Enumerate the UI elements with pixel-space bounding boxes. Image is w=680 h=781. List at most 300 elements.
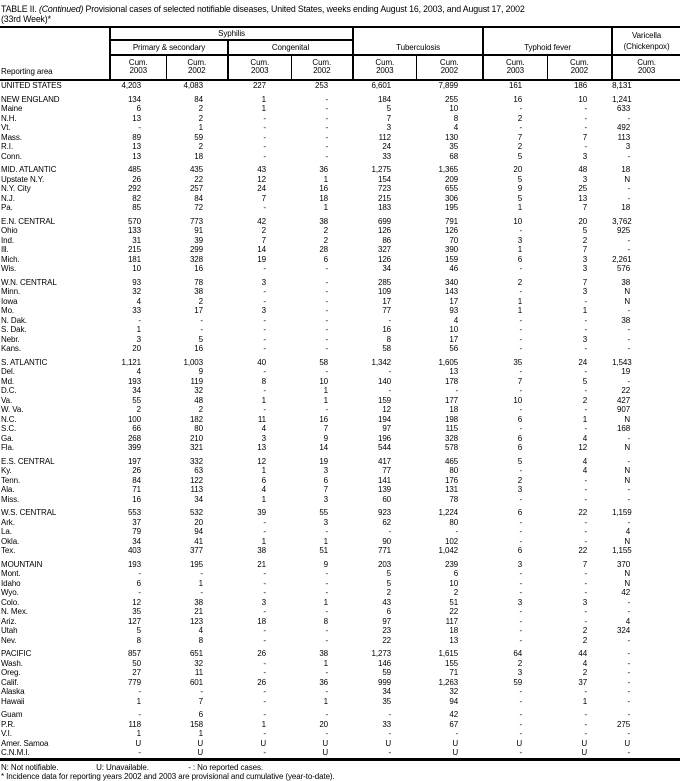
table-row — [0, 255, 680, 265]
value-cell: - — [325, 306, 329, 315]
table-row — [0, 626, 680, 636]
table-title-rest: Provisional cases of selected notifiable diseases, United States, weeks ending August 16, 2003, and August 17, 2002 — [83, 4, 525, 14]
value-cell: - — [325, 405, 329, 414]
value-cell: 146 — [377, 658, 392, 668]
value-cell: 3 — [517, 668, 523, 677]
value-cell: 1,615 — [438, 649, 459, 658]
value-cell: 1,365 — [438, 165, 459, 174]
value-cell: 42 — [257, 216, 266, 226]
value-cell: - — [519, 696, 523, 706]
reporting-area-cell: Wis. — [1, 264, 17, 273]
value-cell: - — [519, 719, 523, 729]
value-cell: 7 — [261, 235, 266, 245]
value-cell: - — [519, 104, 523, 113]
value-cell: - — [519, 334, 523, 344]
value-cell: - — [325, 315, 329, 325]
value-cell: 321 — [189, 443, 203, 452]
reporting-area-cell: D.C. — [1, 386, 17, 395]
value-cell: 5 — [517, 174, 523, 184]
value-cell: 12 — [257, 456, 266, 466]
footnote-unavailable: U: Unavailable. — [96, 762, 149, 772]
value-cell: 40 — [257, 357, 266, 367]
value-cell: 35 — [382, 696, 392, 706]
value-cell: 1 — [136, 696, 141, 706]
value-cell: 8 — [323, 616, 329, 626]
value-cell: 3 — [261, 433, 266, 443]
value-cell: 112 — [378, 132, 392, 142]
value-cell: - — [519, 325, 523, 334]
value-cell: 1 — [261, 466, 266, 475]
value-cell: 17 — [194, 306, 203, 315]
value-cell: - — [388, 386, 392, 395]
value-cell: - — [263, 527, 266, 536]
value-cell: - — [627, 687, 631, 696]
reporting-area-cell: Hawaii — [1, 696, 25, 706]
value-cell: 923 — [377, 508, 392, 517]
table-row — [0, 668, 680, 678]
value-cell: 58 — [382, 344, 392, 353]
value-cell: 39 — [257, 508, 266, 517]
reporting-area-cell: N.J. — [1, 193, 15, 203]
value-cell: 80 — [449, 517, 459, 527]
value-cell: - — [519, 466, 523, 475]
value-cell: 5 — [517, 193, 523, 203]
value-cell: 1,224 — [438, 508, 459, 517]
reporting-area-cell: Mont. — [1, 569, 21, 578]
value-cell: 48 — [194, 395, 203, 405]
value-cell: 32 — [194, 658, 203, 668]
value-cell: - — [455, 729, 459, 738]
value-cell: - — [263, 578, 266, 588]
value-cell: 4 — [625, 616, 631, 626]
table-body — [0, 80, 680, 759]
value-cell: 195 — [189, 559, 203, 569]
value-cell: 403 — [127, 546, 141, 555]
value-cell: 328 — [189, 254, 203, 264]
reporting-area-cell: Va. — [1, 395, 13, 405]
value-cell: - — [325, 264, 329, 273]
value-cell: 194 — [377, 414, 392, 424]
value-cell: 97 — [382, 616, 392, 626]
value-cell: 4 — [582, 433, 588, 443]
value-cell: - — [263, 264, 266, 273]
value-cell: 56 — [449, 344, 459, 353]
value-cell: 84 — [132, 475, 141, 485]
value-cell: 5 — [517, 151, 523, 161]
value-cell: 78 — [449, 494, 459, 504]
table-row — [0, 245, 680, 255]
value-cell: - — [627, 485, 631, 494]
value-cell: 13 — [449, 635, 459, 645]
value-cell: 26 — [132, 466, 141, 475]
reporting-area-cell: Okla. — [1, 536, 20, 546]
value-cell: - — [519, 588, 523, 597]
value-cell: 1 — [261, 395, 266, 405]
table-row — [0, 710, 680, 720]
value-cell: 9 — [198, 367, 203, 376]
reporting-area-cell: Wash. — [1, 658, 23, 668]
value-cell: 127 — [127, 616, 141, 626]
value-cell: 10 — [449, 578, 459, 588]
value-cell: - — [388, 367, 392, 376]
value-cell: - — [519, 517, 523, 527]
table-row — [0, 142, 680, 152]
value-cell: 1 — [261, 104, 266, 113]
value-cell: 19 — [319, 456, 329, 466]
value-cell: - — [519, 494, 523, 504]
value-cell: U — [452, 738, 459, 748]
value-cell: - — [627, 748, 631, 757]
value-cell: U — [197, 748, 203, 757]
value-cell: - — [519, 607, 523, 616]
value-cell: 16 — [132, 494, 141, 504]
value-cell: 9 — [517, 184, 523, 193]
value-cell: U — [516, 738, 523, 748]
value-cell: - — [200, 315, 203, 325]
value-cell: 122 — [189, 475, 203, 485]
value-cell: 1 — [323, 395, 329, 405]
value-cell: - — [584, 729, 588, 738]
value-cell: - — [519, 527, 523, 536]
value-cell: 427 — [617, 395, 631, 405]
value-cell: 94 — [194, 527, 203, 536]
table-row — [0, 720, 680, 730]
table-row — [0, 687, 680, 697]
table-title — [0, 0, 680, 24]
value-cell: 699 — [377, 216, 392, 226]
value-cell: 18 — [621, 203, 631, 212]
value-cell: - — [263, 123, 266, 132]
reporting-area-cell: Ark. — [1, 517, 15, 527]
value-cell: 7 — [386, 113, 392, 123]
table-row — [0, 377, 680, 387]
table-row — [0, 405, 680, 415]
region-total-row — [0, 95, 680, 105]
value-cell: 130 — [444, 132, 459, 142]
value-cell: 41 — [194, 536, 203, 546]
value-cell: 377 — [189, 546, 203, 555]
value-cell: 2 — [453, 588, 459, 597]
value-cell: 10 — [578, 94, 588, 104]
value-cell: 268 — [127, 433, 141, 443]
table-header — [0, 27, 680, 80]
value-cell: - — [584, 494, 588, 504]
table-row — [0, 194, 680, 204]
value-cell: - — [627, 710, 631, 719]
value-cell: 33 — [132, 306, 141, 315]
value-cell: - — [519, 264, 523, 273]
value-cell: 42 — [449, 710, 459, 719]
value-cell: - — [325, 94, 329, 104]
value-cell: - — [263, 142, 266, 151]
value-cell: 1 — [517, 296, 523, 306]
value-cell: - — [627, 306, 631, 315]
value-cell: 80 — [449, 466, 459, 475]
value-cell: 93 — [449, 306, 459, 315]
value-cell: 3 — [261, 277, 266, 287]
value-cell: 18 — [257, 616, 266, 626]
value-cell: 91 — [194, 226, 203, 235]
value-cell: 255 — [444, 94, 459, 104]
value-cell: 2 — [582, 668, 588, 677]
value-cell: - — [519, 710, 523, 719]
value-cell: 655 — [444, 184, 459, 193]
value-cell: 5 — [386, 578, 392, 588]
value-cell: - — [200, 687, 203, 696]
value-cell: U — [581, 738, 588, 748]
value-cell: - — [263, 113, 266, 123]
value-cell: 2 — [517, 142, 523, 151]
varicella-header-line2: (Chickenpox) — [623, 42, 670, 51]
value-cell: - — [325, 588, 329, 597]
value-cell: 72 — [194, 203, 203, 212]
value-cell: - — [388, 527, 392, 536]
value-cell: 1 — [517, 306, 523, 315]
value-cell: - — [138, 123, 141, 132]
table-row — [0, 415, 680, 425]
value-cell: - — [584, 367, 588, 376]
value-cell: 17 — [382, 296, 392, 306]
value-cell: 332 — [189, 456, 203, 466]
value-cell: 7 — [582, 559, 588, 569]
value-cell: - — [263, 588, 266, 597]
value-cell: 1 — [517, 203, 523, 212]
value-cell: 94 — [449, 696, 459, 706]
table-row — [0, 607, 680, 617]
footnotes — [0, 761, 680, 781]
value-cell: 5 — [136, 626, 141, 635]
value-cell: - — [584, 517, 588, 527]
value-cell: - — [584, 142, 588, 151]
value-cell: 1,263 — [438, 677, 459, 687]
value-cell: 4,203 — [121, 81, 141, 90]
value-cell: 13 — [578, 193, 588, 203]
value-cell: 7 — [582, 132, 588, 142]
value-cell: 43 — [382, 597, 392, 607]
value-cell: 1 — [323, 386, 329, 395]
value-cell: - — [627, 635, 631, 645]
value-cell: 2 — [198, 104, 203, 113]
value-cell: - — [519, 748, 523, 757]
value-cell: - — [584, 123, 588, 132]
value-cell: - — [519, 569, 523, 578]
value-cell: 20 — [319, 719, 329, 729]
value-cell: 7 — [323, 485, 329, 494]
value-cell: - — [627, 334, 631, 344]
value-cell: - — [263, 367, 266, 376]
value-cell: 3 — [261, 597, 266, 607]
value-cell: - — [325, 325, 329, 334]
value-cell: 28 — [319, 245, 329, 254]
value-cell: 17 — [449, 334, 459, 344]
value-cell: 32 — [194, 386, 203, 395]
cum-col-header: Cum. 2003 — [483, 55, 547, 80]
value-cell: - — [263, 626, 266, 635]
value-cell: - — [325, 142, 329, 151]
value-cell: 4 — [582, 466, 588, 475]
value-cell: - — [627, 668, 631, 677]
reporting-area-cell: Oreg. — [1, 668, 21, 677]
value-cell: 37 — [132, 517, 141, 527]
value-cell: N — [624, 475, 631, 485]
value-cell: N — [624, 536, 631, 546]
value-cell: - — [138, 687, 141, 696]
value-cell: 78 — [194, 277, 203, 287]
typhoid-group-header: Typhoid fever — [483, 27, 612, 55]
value-cell: 6 — [517, 254, 523, 264]
table-row — [0, 598, 680, 608]
table-row — [0, 184, 680, 194]
region-total-row — [0, 217, 680, 227]
value-cell: 2 — [517, 277, 523, 287]
value-cell: - — [325, 123, 329, 132]
value-cell: - — [138, 588, 141, 597]
table-row — [0, 466, 680, 476]
value-cell: 33 — [382, 151, 392, 161]
value-cell: 20 — [513, 165, 523, 174]
value-cell: 113 — [190, 485, 203, 494]
varicella-header-line1: Varicella — [631, 31, 662, 40]
value-cell: - — [325, 113, 329, 123]
value-cell: 3 — [582, 151, 588, 161]
value-cell: 38 — [194, 287, 203, 296]
value-cell: 22 — [382, 635, 392, 645]
value-cell: 16 — [382, 325, 392, 334]
reporting-area-cell: Calif. — [1, 677, 19, 687]
value-cell: 1,543 — [612, 357, 632, 367]
value-cell: 1 — [517, 245, 523, 254]
value-cell: 22 — [578, 508, 588, 517]
value-cell: - — [138, 748, 141, 757]
value-cell: 117 — [445, 616, 459, 626]
value-cell: 80 — [194, 424, 203, 433]
table-row — [0, 485, 680, 495]
value-cell: 215 — [127, 245, 141, 254]
value-cell: 58 — [319, 357, 329, 367]
reporting-area-cell: W.N. CENTRAL — [1, 277, 57, 287]
reporting-area-cell: Maine — [1, 104, 23, 113]
value-cell: 324 — [617, 626, 631, 635]
value-cell: 306 — [444, 193, 459, 203]
table-row — [0, 316, 680, 326]
reporting-area-cell: N. Dak. — [1, 315, 27, 325]
value-cell: 38 — [621, 315, 631, 325]
value-cell: 5 — [582, 376, 588, 386]
value-cell: 19 — [621, 367, 631, 376]
value-cell: 63 — [194, 466, 203, 475]
value-cell: 6 — [198, 710, 203, 719]
cum-col-header: Cum. 2003 — [353, 55, 416, 80]
reporting-area-cell: PACIFIC — [1, 649, 32, 658]
value-cell: - — [263, 287, 266, 296]
value-cell: 195 — [444, 203, 459, 212]
value-cell: 13 — [449, 367, 459, 376]
value-cell: U — [581, 748, 588, 757]
value-cell: - — [325, 729, 329, 738]
value-cell: - — [584, 569, 588, 578]
value-cell: - — [388, 315, 392, 325]
value-cell: - — [584, 536, 588, 546]
value-cell: - — [388, 748, 392, 757]
value-cell: - — [200, 588, 203, 597]
notifiable-diseases-table — [0, 26, 680, 761]
value-cell: 925 — [617, 226, 631, 235]
value-cell: 44 — [578, 649, 588, 658]
value-cell: - — [584, 113, 588, 123]
value-cell: 12 — [132, 597, 141, 607]
value-cell: 7 — [517, 132, 523, 142]
footnote-incidence: * Incidence data for reporting years 2002 and 2003 are provisional and cumulative (year-to-date). — [1, 771, 335, 781]
value-cell: 1,605 — [438, 357, 459, 367]
value-cell: 485 — [127, 165, 141, 174]
value-cell: - — [263, 151, 266, 161]
reporting-area-cell: Iowa — [1, 296, 18, 306]
table-row — [0, 678, 680, 688]
value-cell: 6 — [517, 508, 523, 517]
value-cell: 113 — [617, 132, 631, 142]
value-cell: 10 — [449, 104, 459, 113]
value-cell: - — [325, 578, 329, 588]
value-cell: - — [325, 626, 329, 635]
value-cell: 3 — [582, 174, 588, 184]
value-cell: 16 — [194, 264, 203, 273]
value-cell: 31 — [132, 235, 141, 245]
value-cell: 1 — [136, 325, 141, 334]
value-cell: 570 — [127, 216, 141, 226]
value-cell: 4 — [625, 527, 631, 536]
value-cell: - — [263, 569, 266, 578]
value-cell: 181 — [127, 254, 141, 264]
value-cell: 8 — [386, 334, 392, 344]
value-cell: 3 — [582, 264, 588, 273]
value-cell: - — [263, 386, 266, 395]
value-cell: 2 — [582, 626, 588, 635]
table-title-week: (33rd Week)* — [1, 14, 51, 24]
value-cell: 17 — [449, 296, 459, 306]
value-cell: - — [263, 607, 266, 616]
value-cell: 51 — [449, 597, 459, 607]
value-cell: 7 — [261, 193, 266, 203]
value-cell: 26 — [257, 677, 266, 687]
value-cell: 24 — [382, 142, 392, 151]
value-cell: 651 — [189, 649, 203, 658]
value-cell: 16 — [194, 344, 203, 353]
region-total-row — [0, 80, 680, 91]
value-cell: - — [325, 151, 329, 161]
value-cell: 2 — [517, 113, 523, 123]
reporting-area-cell: Nev. — [1, 635, 17, 645]
value-cell: 38 — [194, 597, 203, 607]
value-cell: 184 — [377, 94, 392, 104]
value-cell: N — [624, 174, 631, 184]
region-total-row — [0, 165, 680, 175]
table-row — [0, 335, 680, 345]
value-cell: 7 — [582, 277, 588, 287]
value-cell: - — [519, 367, 523, 376]
value-cell: 11 — [257, 414, 266, 424]
value-cell: 1,155 — [612, 546, 632, 555]
reporting-area-cell: Mich. — [1, 254, 20, 264]
value-cell: - — [627, 344, 631, 353]
value-cell: - — [325, 635, 329, 645]
value-cell: 1,159 — [612, 508, 632, 517]
value-cell: 182 — [189, 414, 203, 424]
value-cell: 3 — [517, 485, 523, 494]
table-row — [0, 569, 680, 579]
value-cell: 1 — [323, 203, 329, 212]
value-cell: 3 — [582, 254, 588, 264]
value-cell: 55 — [319, 508, 329, 517]
